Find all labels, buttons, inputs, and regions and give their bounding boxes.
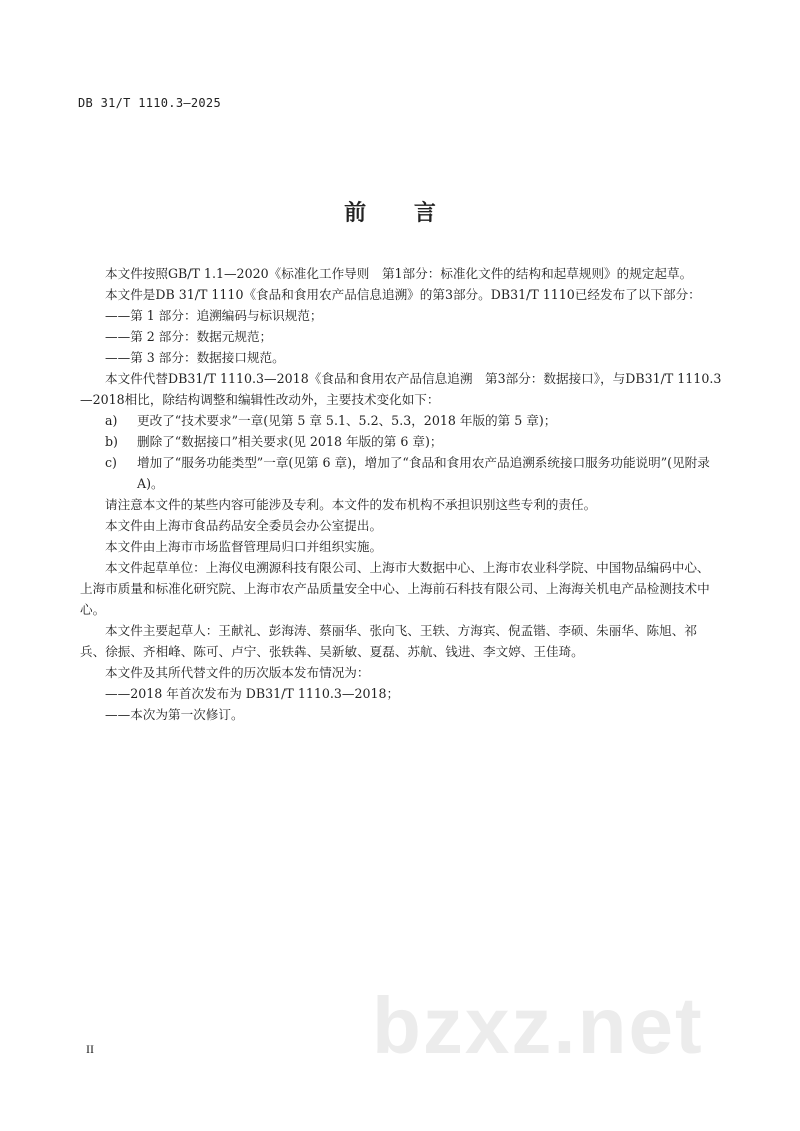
- page-title: 前 言: [344, 201, 456, 226]
- foreword-body: [80, 263, 722, 725]
- dash-item: ——第 2 部分：数据元规范；: [105, 329, 273, 344]
- list-text: 更改了“技术要求”一章(见第 5 章 5.1、5.2、5.3，2018 年版的第 5 章)；: [137, 413, 557, 428]
- paragraph: 请注意本文件的某些内容可能涉及专利。本文件的发布机构不承担识别这些专利的责任。: [105, 497, 597, 512]
- dash-item: ——本次为第一次修订。: [105, 707, 244, 722]
- list-text: 删除了“数据接口”相关要求(见 2018 年版的第 6 章)；: [137, 434, 443, 449]
- list-marker: a): [105, 413, 118, 428]
- paragraph: 本文件由上海市市场监督管理局归口并组织实施。: [105, 539, 383, 554]
- paragraph: 本文件主要起草人：王献礼、彭海涛、蔡丽华、张向飞、王轶、方海宾、倪孟锴、李硕、朱丽华、陈旭、祁兵、徐振、齐相峰、陈可、卢宁、张轶犇、吴新敏、夏磊、苏航、钱进、李文婷、王佳琦。: [80, 623, 697, 659]
- paragraph: 本文件代替DB31/T 1110.3—2018《食品和食用农产品信息追溯 第3部分：数据接口》，与DB31/T 1110.3—2018相比，除结构调整和编辑性改动外，主要技术变化如下：: [80, 371, 722, 407]
- paragraph: 本文件起草单位：上海仪电溯源科技有限公司、上海市大数据中心、上海市农业科学院、中国物品编码中心、上海市质量和标准化研究院、上海市农产品质量安全中心、上海前石科技有限公司、上海海关机电产品检测技术中心。: [80, 560, 710, 617]
- watermark: bzxz.net: [372, 981, 704, 1070]
- paragraph: 本文件由上海市食品药品安全委员会办公室提出。: [105, 518, 383, 533]
- dash-item: ——第 1 部分：追溯编码与标识规范；: [105, 308, 323, 323]
- dash-item: ——第 3 部分：数据接口规范。: [105, 350, 285, 365]
- list-item: [80, 410, 722, 431]
- list-marker: b): [105, 434, 118, 449]
- dash-item: ——2018 年首次发布为 DB31/T 1110.3—2018；: [105, 686, 400, 701]
- paragraph: 本文件按照GB/T 1.1—2020《标准化工作导则 第1部分：标准化文件的结构和起草规则》的规定起草。: [105, 266, 693, 281]
- paragraph: 本文件及其所代替文件的历次版本发布情况为：: [105, 665, 370, 680]
- paragraph: 本文件是DB 31/T 1110《食品和食用农产品信息追溯》的第3部分。DB31/T 1110已经发布了以下部分：: [105, 287, 701, 302]
- list-text: 增加了“服务功能类型”一章(见第 6 章)，增加了“食品和食用农产品追溯系统接口服务功能说明”(见附录 A)。: [137, 455, 710, 491]
- page-number: II: [86, 1042, 94, 1056]
- document-code: DB 31/T 1110.3—2025: [78, 96, 221, 110]
- list-item: [80, 452, 722, 494]
- list-marker: c): [105, 455, 117, 470]
- list-item: [80, 431, 722, 452]
